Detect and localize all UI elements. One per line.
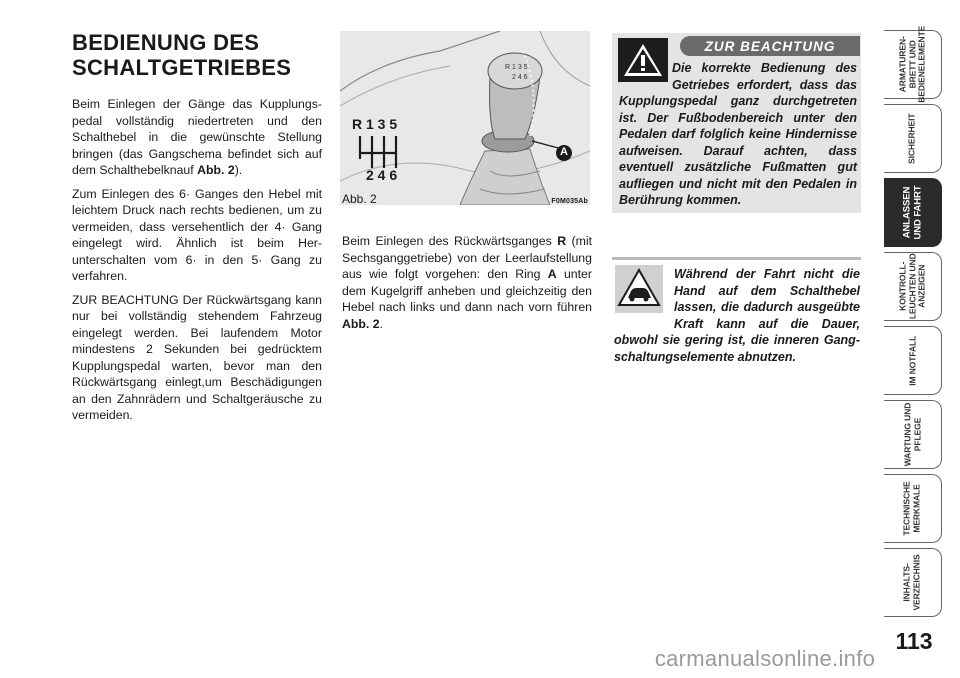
tab-label: WARTUNG UND PFLEGE [902,402,922,467]
gear-shift-figure [340,31,590,205]
warning-text [619,60,857,209]
paragraph [342,233,592,332]
tab-sicherheit[interactable] [884,104,942,173]
tab-label: SICHERHEIT [906,113,917,164]
tab-im-notfall[interactable] [884,326,942,395]
title-line-2: SCHALTGETRIEBES [72,55,292,80]
figure-code: F0M035Ab [551,198,588,205]
paragraph-text: Beim Einlegen der Gänge das Kupplungspedal vollständig niedertreten und den Schalthebel in die gewünschte Stellung bringen (das Gangschema befindet sich auf dem Schalthebelknauf [72,97,322,177]
warning-header: ZUR BEACHTUNG [680,36,860,56]
tab-wartung-und-pflege[interactable] [884,400,942,469]
tab-label: KONTROLL- LEUCHTEN UND ANZEIGEN [897,253,927,320]
svg-text:R 1 3 5: R 1 3 5 [505,64,528,71]
body-column-2 [342,233,592,339]
tab-label: ANLASSEN UND FAHRT [901,185,923,240]
title-line-1: BEDIENUNG DES [72,30,260,55]
gear-symbol: R [557,234,567,248]
shift-pattern-top: R 1 3 5 [352,116,398,132]
paragraph-text: Beim Einlegen des Rückwärtsganges [342,234,558,248]
watermark: carmanualsonline.info [654,646,876,671]
tab-technische-merkmale[interactable] [884,474,942,543]
paragraph: Zum Einlegen des 6· Ganges den Hebel mit leichtem Druck nach rechts bedienen, um zu vermeiden, dass versehentlich der 4· Gang eingelegt wird. Ähnlich ist beim Herunterschalten vom 6· in den 5· Gang zu verfahren. [72,186,322,283]
svg-text:2 4 6: 2 4 6 [512,74,528,81]
paragraph-text: . [379,316,383,331]
paragraph: ZUR BEACHTUNG Der Rückwärtsgang kann nur bei vollständig stehendem Fahrzeug eingelegt werden. Bei laufendem Motor mindestens 2 Sekunden bei gedrücktem Kupplungspedal warten, bevor man den Rückwärtsgang einlegt,um Beschädigungen an den Zahnrädern und Schaltgeräusche zu vermeiden. [72,292,322,422]
ring-symbol: A [547,267,557,281]
figure-reference: Abb. 2 [342,316,380,331]
figure-reference: Abb. 2 [197,163,235,177]
warning-text-content: Die korrekte Bedienung des Getriebes erfordert, dass das Kupplungspedal ganz durchgetreten ist. Der Fußbodenbereich unter den Pedalen darf folglich keine Hindernisse aufweisen. Darauf achten, dass eventuell zusätzliche Fußmatten gut aufliegen und nicht mit den Pedalen in Berührung kommen. [619,61,857,207]
tab-armaturenbrett[interactable] [884,26,942,103]
tab-anlassen-und-fahrt[interactable] [884,178,942,247]
tab-label: INHALTS- VERZEICHNIS [901,554,922,611]
icon-spacer [614,266,674,330]
paragraph-text: unter dem Kugelgriff anheben und gleichzeitig den Hebel nach links und dann nach vorn führen [342,267,592,314]
paragraph-text: ). [234,163,243,177]
paragraph [72,96,322,179]
body-column-1 [72,96,322,431]
icon-spacer [619,60,672,84]
tab-label: ARMATUREN- BRETT UND BEDIENELEMENTE [897,26,927,103]
shift-pattern-bottom: 2 4 6 [366,167,398,183]
figure-caption-label: Abb. 2 [342,192,377,206]
paragraph-text: (mit Sechsganggetriebe) von der Leerlaufstellung aus wie folgt vorgehen: den Ring [342,234,593,281]
page-number: 113 [895,628,933,654]
note-text-content: Während der Fahrt nicht die Hand auf dem Schalthebel lassen, die dadurch ausgeübte Kraft kann auf die Dauer, obwohl sie gering ist, die inneren Gangschaltungselemente abnutzen. [614,267,860,364]
tab-inhaltsverzeichnis[interactable] [884,548,942,617]
tab-kontrollleuchten[interactable] [884,252,942,321]
note-text [614,266,860,365]
tab-label: TECHNISCHE MERKMALE [901,481,922,536]
callout-label: A [560,146,568,158]
page-title [72,30,332,80]
tab-label: IM NOTFALL [906,335,917,386]
figure-caption [342,192,588,206]
note-divider [612,257,861,260]
